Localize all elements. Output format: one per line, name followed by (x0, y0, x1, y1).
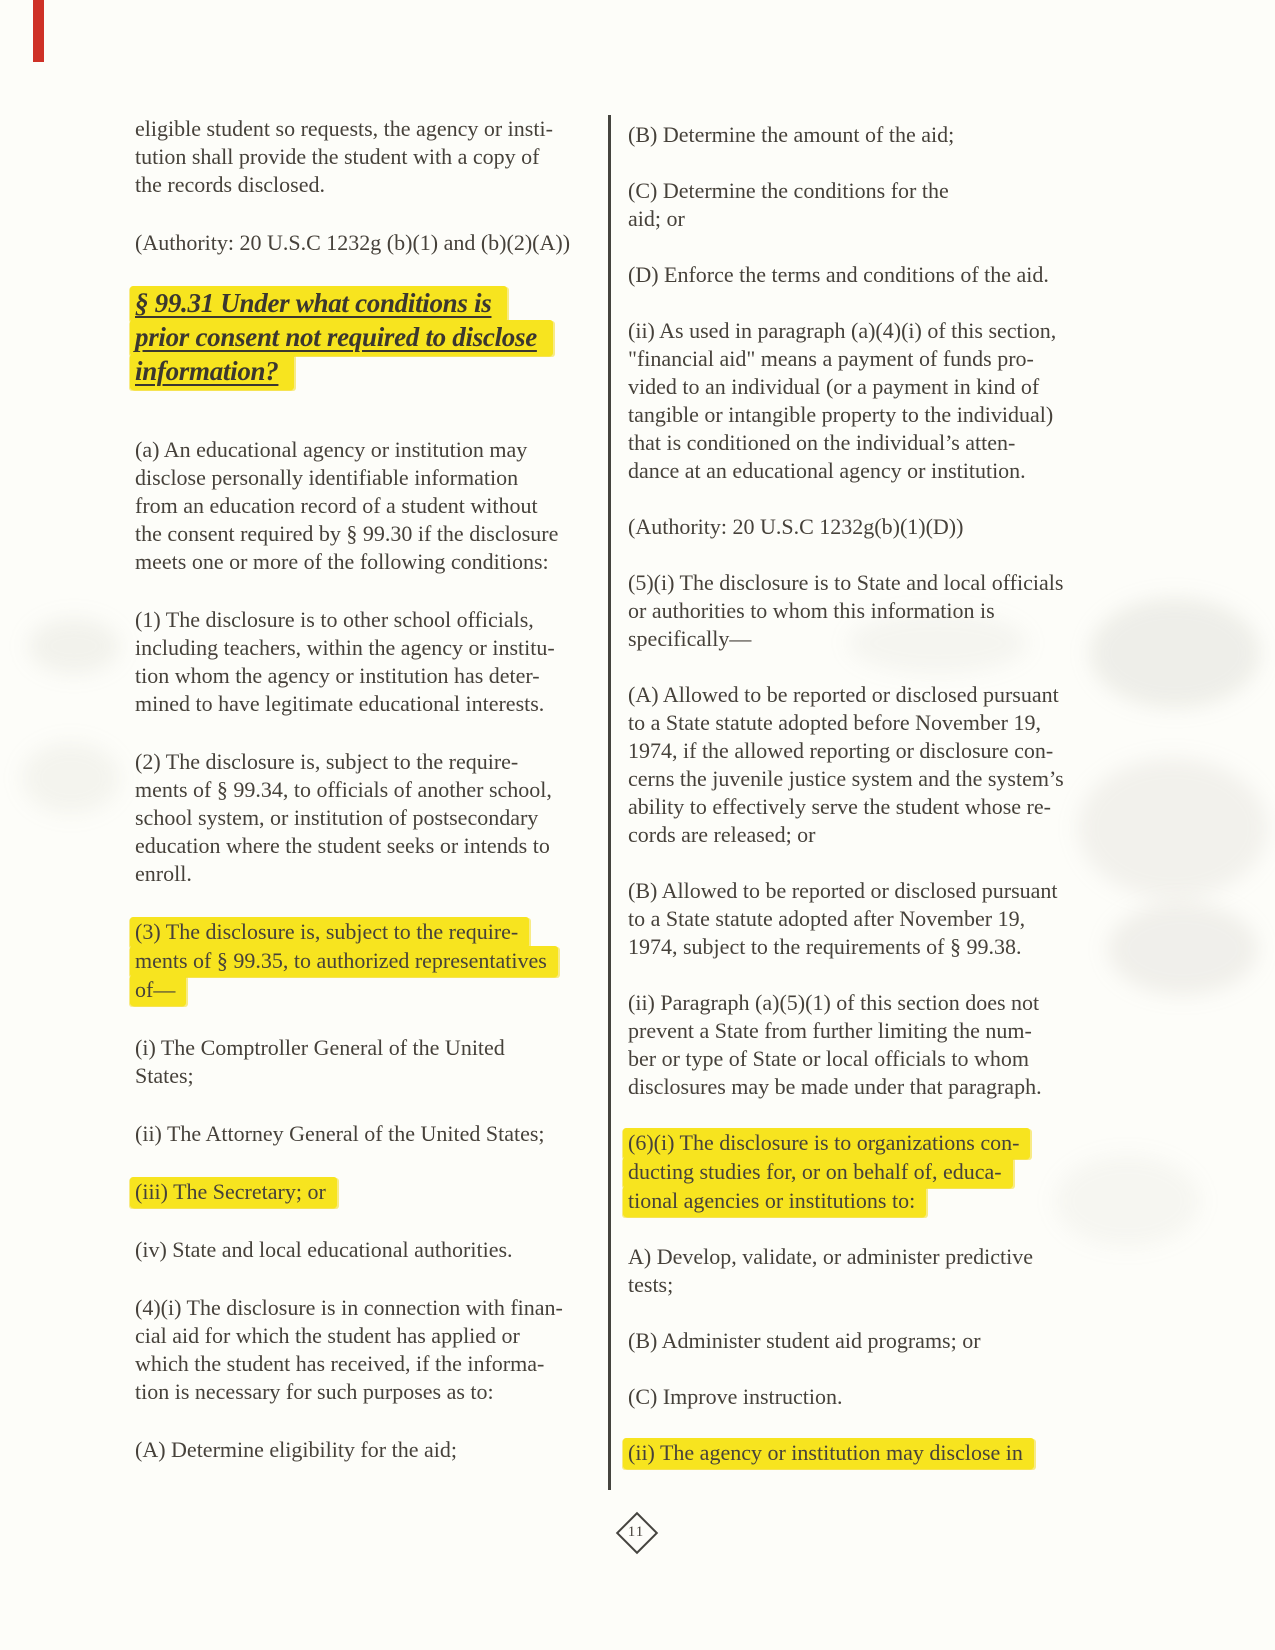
text-line: including teachers, within the agency or institu- (135, 635, 555, 660)
paragraph (135, 1236, 597, 1264)
paragraph (135, 1034, 597, 1090)
paragraph (628, 317, 1135, 485)
text-line: tution shall provide the student with a copy of (135, 144, 540, 169)
text-line: "financial aid" means a payment of funds pro- (628, 346, 1034, 371)
paragraph (135, 1436, 597, 1464)
paragraph (135, 917, 597, 1006)
column-divider-rule (608, 115, 611, 1490)
scan-smudge (28, 618, 120, 674)
text-line: (B) Administer student aid programs; or (628, 1328, 981, 1353)
text-line: prevent a State from further limiting the num- (628, 1018, 1032, 1043)
text-line: tion is necessary for such purposes as to: (135, 1379, 494, 1404)
paragraph (135, 1177, 597, 1208)
paragraph (628, 1243, 1135, 1299)
paragraph (135, 606, 597, 718)
section-heading (135, 286, 597, 390)
paragraph (135, 1120, 597, 1148)
text-line: enroll. (135, 861, 192, 886)
text-line: to a State statute adopted after November 19, (628, 906, 1026, 931)
highlighted-text-line: (3) The disclosure is, subject to the require- (130, 917, 529, 948)
text-line: ability to effectively serve the student whose re- (628, 794, 1051, 819)
page-number: 11 (627, 1523, 645, 1540)
text-line: (B) Determine the amount of the aid; (628, 122, 955, 147)
text-line: cords are released; or (628, 822, 816, 847)
text-line: vided to an individual (or a payment in kind of (628, 374, 1040, 399)
text-line: aid; or (628, 206, 685, 231)
highlighted-text-line: ducting studies for, or on behalf of, educa- (623, 1157, 1013, 1188)
text-line: (4)(i) The disclosure is in connection with finan- (135, 1295, 563, 1320)
paragraph (628, 513, 1135, 541)
text-line: disclose personally identifiable information (135, 465, 519, 490)
text-line: cial aid for which the student has applied or (135, 1323, 520, 1348)
text-line: cerns the juvenile justice system and the system’s (628, 766, 1064, 791)
paragraph (135, 436, 597, 576)
text-line: (iv) State and local educational authorities. (135, 1237, 513, 1262)
left-column (135, 115, 597, 1494)
paragraph (628, 261, 1135, 289)
text-line: meets one or more of the following conditions: (135, 549, 549, 574)
paragraph (628, 177, 1135, 233)
scan-smudge (22, 742, 120, 814)
text-line: the records disclosed. (135, 172, 325, 197)
text-line: to a State statute adopted before November 19, (628, 710, 1041, 735)
highlighted-text-line: ments of § 99.35, to authorized representatives (130, 946, 558, 977)
page-number-diamond (616, 1512, 656, 1552)
text-line: (i) The Comptroller General of the United (135, 1035, 505, 1060)
paragraph (628, 1383, 1135, 1411)
text-line: (A) Determine eligibility for the aid; (135, 1437, 457, 1462)
text-line: (ii) As used in paragraph (a)(4)(i) of this section, (628, 318, 1057, 343)
paragraph (135, 748, 597, 888)
text-line: (Authority: 20 U.S.C 1232g (b)(1) and (b)(2)(A)) (135, 230, 571, 255)
paragraph (628, 569, 1135, 653)
text-line: tests; (628, 1272, 674, 1297)
text-line: ments of § 99.34, to officials of another school, (135, 777, 552, 802)
text-line: which the student has received, if the informa- (135, 1351, 545, 1376)
text-line: education where the student seeks or intends to (135, 833, 550, 858)
text-line: mined to have legitimate educational interests. (135, 691, 545, 716)
text-line: (ii) Paragraph (a)(5)(1) of this section does not (628, 990, 1040, 1015)
text-line: from an education record of a student without (135, 493, 538, 518)
highlighted-text-line: of— (130, 975, 186, 1006)
paragraph (628, 1128, 1135, 1217)
right-column (628, 121, 1135, 1495)
highlighted-text-line: (6)(i) The disclosure is to organizations con- (623, 1128, 1030, 1159)
paragraph (628, 681, 1135, 849)
text-line: disclosures may be made under that paragraph. (628, 1074, 1042, 1099)
text-line: 1974, if the allowed reporting or disclosure con- (628, 738, 1054, 763)
text-line: (C) Improve instruction. (628, 1384, 843, 1409)
text-line: specifically— (628, 626, 752, 651)
highlighted-text-line: § 99.31 Under what conditions is (130, 286, 507, 322)
text-line: tangible or intangible property to the individual) (628, 402, 1054, 427)
text-line: the consent required by § 99.30 if the disclosure (135, 521, 559, 546)
highlighted-text-line: tional agencies or institutions to: (623, 1186, 926, 1217)
highlighted-text-line: (iii) The Secretary; or (130, 1177, 337, 1208)
text-line: that is conditioned on the individual’s atten- (628, 430, 1016, 455)
text-line: (D) Enforce the terms and conditions of the aid. (628, 262, 1049, 287)
text-line: (C) Determine the conditions for the (628, 178, 949, 203)
text-line: (2) The disclosure is, subject to the require- (135, 749, 519, 774)
paragraph (628, 1327, 1135, 1355)
highlighted-text-line: information? (130, 354, 294, 390)
text-line: States; (135, 1063, 194, 1088)
text-line: (A) Allowed to be reported or disclosed pursuant (628, 682, 1059, 707)
text-line: tion whom the agency or institution has deter- (135, 663, 540, 688)
paragraph (135, 229, 597, 257)
paragraph (135, 1294, 597, 1406)
text-line: (B) Allowed to be reported or disclosed pursuant (628, 878, 1058, 903)
paragraph (135, 115, 597, 199)
paragraph (628, 1438, 1135, 1469)
highlighted-text-line: (ii) The agency or institution may disclose in (623, 1438, 1034, 1469)
text-line: (ii) The Attorney General of the United States; (135, 1121, 545, 1146)
text-line: dance at an educational agency or institution. (628, 458, 1026, 483)
text-line: school system, or institution of postsecondary (135, 805, 539, 830)
text-line: A) Develop, validate, or administer predictive (628, 1244, 1034, 1269)
text-line: (5)(i) The disclosure is to State and local officials (628, 570, 1064, 595)
text-line: (a) An educational agency or institution may (135, 437, 528, 462)
text-line: (Authority: 20 U.S.C 1232g(b)(1)(D)) (628, 514, 964, 539)
highlighted-text-line: prior consent not required to disclose (130, 320, 553, 356)
paragraph (628, 877, 1135, 961)
text-line: ber or type of State or local officials to whom (628, 1046, 1029, 1071)
text-line: 1974, subject to the requirements of § 99.38. (628, 934, 1022, 959)
text-line: or authorities to whom this information is (628, 598, 995, 623)
text-line: (1) The disclosure is to other school officials, (135, 607, 534, 632)
paragraph (628, 121, 1135, 149)
red-registration-mark (33, 0, 44, 62)
paragraph (628, 989, 1135, 1101)
text-line: eligible student so requests, the agency or insti- (135, 116, 553, 141)
